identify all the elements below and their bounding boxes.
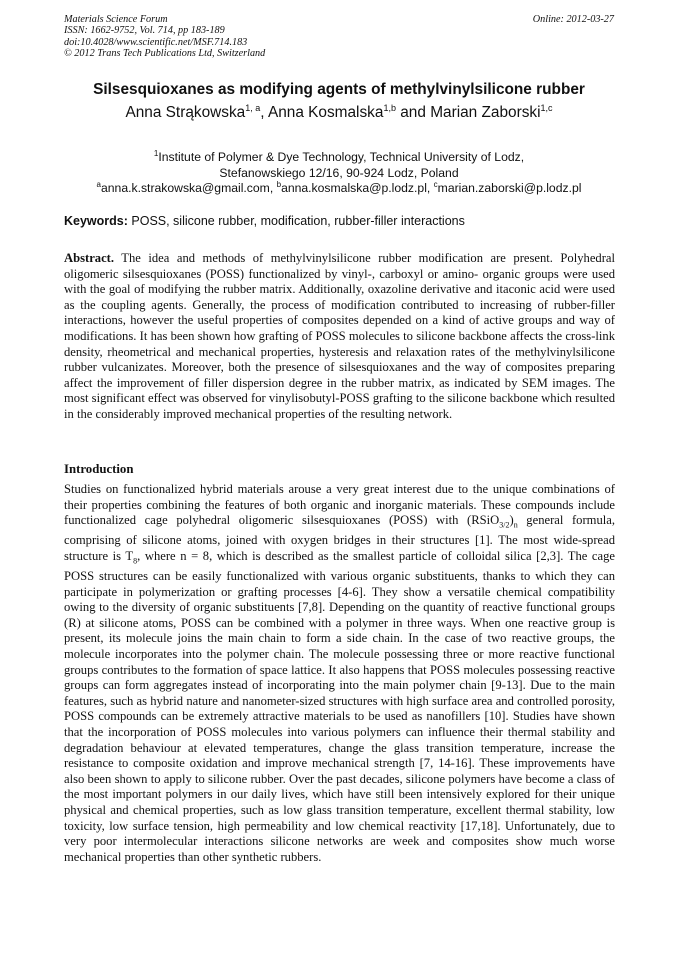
formula-subscript: 3/2 bbox=[499, 520, 510, 530]
author-affiliation-mark: 1,c bbox=[540, 103, 553, 113]
author-separator: , bbox=[260, 104, 268, 122]
abstract-label: Abstract. bbox=[64, 251, 115, 265]
introduction-paragraph bbox=[64, 482, 615, 865]
formula-subscript: n bbox=[513, 520, 518, 530]
affiliation-line bbox=[60, 146, 618, 165]
intro-text: general formula, comprising of silicone atoms, joined with oxygen bridges in their structures [1]. The most wide-spread structure is T bbox=[64, 513, 615, 563]
author-emails bbox=[40, 180, 638, 195]
author-list bbox=[40, 103, 638, 122]
author-name: Marian Zaborski bbox=[430, 104, 541, 122]
intro-text: , where n = 8, which is described as the smallest particle of colloidal silica [2,3]. The cage POSS structures can be easily functionalized with various organic substituents, thanks to which they can participate in polymerization or grafting processes [4-6]. They show a versatile chemical compatibility owing to the diversity of organic substituents [7,8]. Depending on the quantity of reactive functional groups (R) at silicone atoms, POSS can be combined with a polymer in three ways. When one reactive group is present, its molecule joins the main chain to form a side chain. In the case of two reactive groups, the molecule incorporates into the polymer chain. The molecule possessing three or more reactive functional groups contributes to the formation of space lattice. It also happens that POSS molecules possessing reactive groups can form aggregates instead of incorporating into the main polymer chain [9-13]. Due to the main features, such as hybrid nature and nanometer-sized structures with high surface area and controlled porosity, POSS compounds can be extremely attractive materials to be used as nanofillers [10]. Studies have shown that the incorporation of POSS molecules into various polymers can influence their thermal stability and degradation behaviour at elevated temperatures, change the glass transition temperature, increase the resistance to composite oxidation and improve mechanical strength [7, 14-16]. These improvements have also been shown to apply to silicone rubber. Over the past decades, silicone polymers have become a class of the most important polymers in our daily lives, which have still been intensively explored for their unique physical and chemical properties, such as low glass transition temperature, excellent thermal stability, low toxicity, low surface tension, high permeability and low chemical reactivity [17,18]. Unfortunately, due to very poor intermolecular interactions silicone networks are week and composites show much worse mechanical properties than other synthetic rubbers. bbox=[64, 548, 615, 864]
keywords-text: POSS, silicone rubber, modification, rubber-filler interactions bbox=[127, 214, 465, 228]
email-mark: b bbox=[276, 180, 282, 189]
journal-name: Materials Science Forum bbox=[64, 14, 168, 25]
abstract bbox=[64, 251, 615, 423]
formula-subscript: 8 bbox=[133, 556, 138, 566]
affiliation bbox=[60, 146, 618, 181]
affiliation-address: Stefanowskiego 12/16, 90-924 Lodz, Poland bbox=[219, 166, 459, 181]
author-separator: and bbox=[395, 104, 431, 122]
issn-line: ISSN: 1662-9752, Vol. 714, pp 183-189 bbox=[64, 25, 225, 37]
keywords bbox=[64, 214, 614, 228]
author-name: Anna Strąkowska bbox=[125, 104, 246, 122]
publication-info bbox=[64, 14, 265, 60]
section-heading-introduction: Introduction bbox=[64, 462, 134, 476]
affiliation-mark: 1 bbox=[153, 149, 159, 158]
keywords-label: Keywords: bbox=[64, 214, 128, 228]
author-affiliation-mark: 1,b bbox=[383, 103, 396, 113]
intro-text: ) bbox=[509, 513, 514, 528]
intro-text: Studies on functionalized hybrid materials arouse a very great interest due to the unique combinations of their properties combining the features of both organic and inorganic materials. These compounds include functionalized cage polyhedral oligomeric silsesquioxanes (POSS) with (RSiO bbox=[64, 482, 615, 528]
email-mark: a bbox=[96, 180, 101, 189]
copyright-line: © 2012 Trans Tech Publications Ltd, Switzerland bbox=[64, 48, 266, 60]
affiliation-institute: Institute of Polymer & Dye Technology, Technical University of Lodz, bbox=[158, 150, 525, 165]
email-link[interactable]: marian.zaborski@p.lodz.pl bbox=[437, 181, 582, 196]
email-link[interactable]: anna.k.strakowska@gmail.com, bbox=[100, 181, 277, 196]
online-date: Online: 2012-03-27 bbox=[532, 14, 614, 25]
abstract-text: The idea and methods of methylvinylsilicone rubber modification are present. Polyhedral oligomeric silsesquioxanes (POSS) functionalized by vinyl-, carboxyl or amino- organic groups were used with the goal of modifying the rubber matrix. Additionally, oxazoline derivative and itaconic acid were used as the coupling agents. Generally, the process of modification contributed to increasing of rubber-filler interactions, however the useful properties of composites depended on a kind of active groups and way of modifications. It has been shown how grafting of POSS molecules to silicone backbone affects the cross-link density, rheometrical and mechanical properties, hysteresis and relaxation rates of the methylvinylsilicone rubber vulcanizates. Moreover, both the presence of silsesquioxanes and the way of composites preparing affect the improvement of filler dispersion degree in the rubber matrix, as indicated by SEM images. The most significant effect was observed for vinylisobutyl-POSS grafting to the silicone backbone which resulted in the considerably improved mechanical properties of the resulting network. bbox=[64, 251, 615, 421]
doi-line: doi:10.4028/www.scientific.net/MSF.714.183 bbox=[64, 36, 248, 48]
email-link[interactable]: anna.kosmalska@p.lodz.pl, bbox=[281, 181, 434, 196]
paper-title: Silsesquioxanes as modifying agents of methylvinylsilicone rubber bbox=[93, 81, 585, 98]
author-name: Anna Kosmalska bbox=[267, 104, 384, 122]
email-mark: c bbox=[433, 180, 438, 189]
author-affiliation-mark: 1, a bbox=[245, 103, 261, 113]
